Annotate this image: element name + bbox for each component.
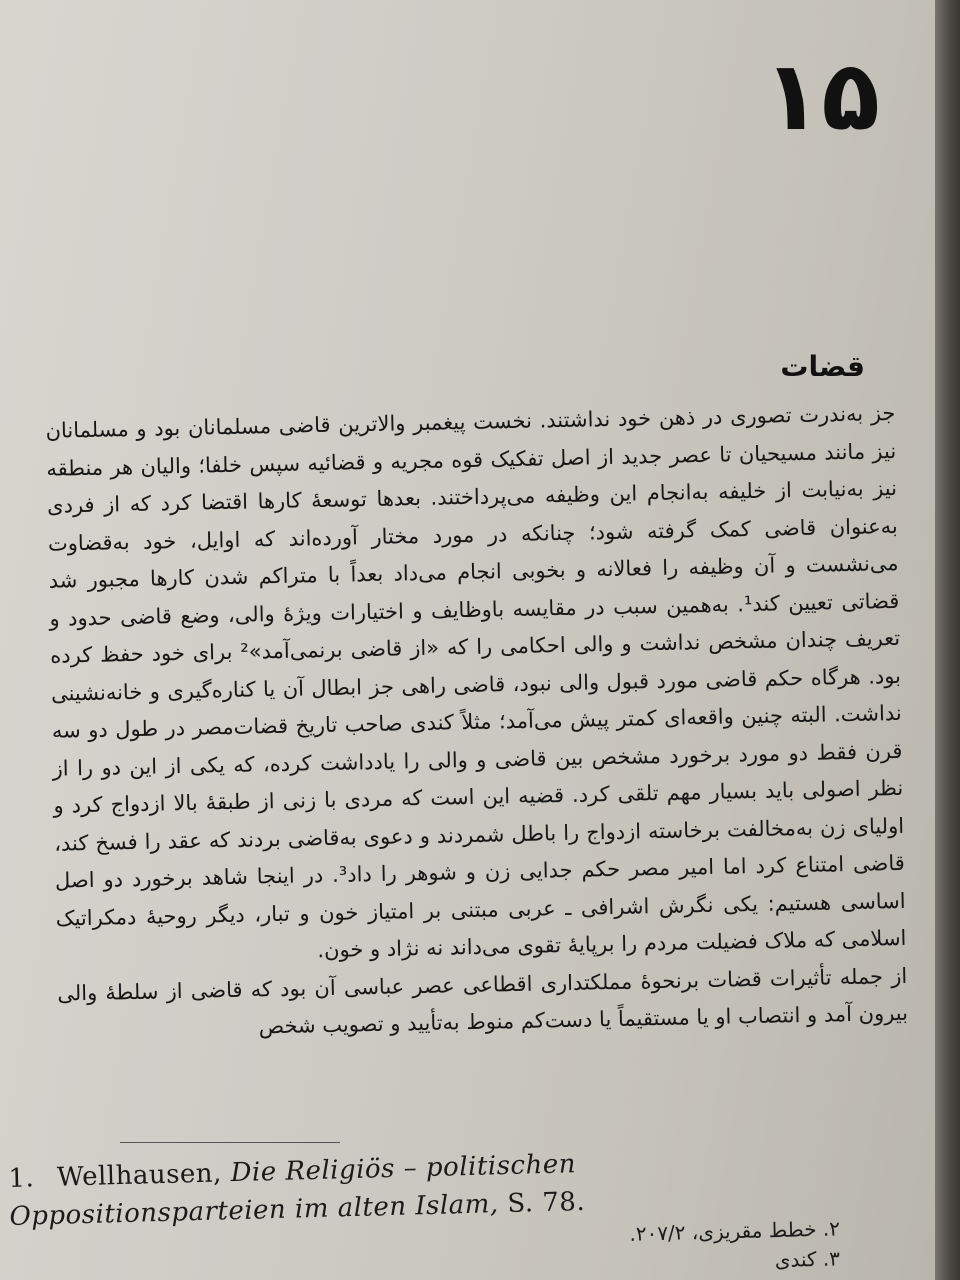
page-edge-shadow — [935, 0, 960, 1280]
footnote-author: Wellhausen, — [56, 1158, 223, 1193]
section-title: قضات — [780, 350, 865, 383]
chapter-number: ۱۵ — [762, 40, 880, 152]
footnote-3: ۳. کندی — [774, 1246, 841, 1273]
paragraph: جز به‌ندرت تصوری در ذهن خود نداشتند. نخست پیغمبر والاترین قاضی مسلمانان بود و مسلمانان نیز مانند مسیحیان تا عصر جدید از اصل تفکیک قوه مجریه و قضائیه سپس خلفا؛ والیان هر منطقه نیز به‌نیابت از خلیفه به‌انجام این وظیفه می‌پرداختند. بعدها توسعهٔ کارها اقتضا کرد که از فردی به‌عنوان قاضی کمک گرفته شود؛ چنانکه در مورد مختار آورده‌اند که اوایل، خود به‌قضاوت می‌نشست و آن وظیفه را فعالانه و بخوبی انجام می‌داد بعداً با متراکم شدن کارها مجبور شد قضاتی تعیین کند¹. به‌همین سبب در مقایسه باوظایف و اختیارات ویژهٔ والی، وضع قاضی حدود و تعریف چندان مشخص نداشت و والی احکامی را که «از قاضی برنمی‌آمد»² برای خود حفظ کرده بود. هرگاه حکم قاضی مورد قبول والی نبود، قاضی راهی جز ابطال آن یا کناره‌گیری و خانه‌نشینی نداشت. البته چنین واقعه‌ای کمتر پیش می‌آمد؛ مثلاً کندی صاحب تاریخ قضات‌مصر در طول دو سه قرن فقط دو مورد برخورد مشخص بین قاضی و والی را یادداشت کرده، که یکی از این دو را از نظر اصولی باید بسیار مهم تلقی کرد. قضیه این است که مردی با زنی از طبقهٔ بالا ازدواج کرد و اولیای زن به‌مخالفت برخاسته ازدواج را باطل شمردند و دعوی به‌قاضی بردند که عقد را فسخ کند، قاضی امتناع کرد اما امیر مصر حکم جدایی زن و شوهر را داد³. در اینجا شاهد برخورد دو اصل اساسی هستیم: یکی نگرش اشرافی ـ عربی مبتنی بر امتیاز خون و تبار، دیگر روحیهٔ دمکراتیک اسلامی که ملاک فضیلت مردم را برپایهٔ تقوی می‌داند نه نژاد و خون. — [45, 400, 907, 963]
footnote-work-title: Die Religiös – politischen Oppositionsparteien im alten Islam, — [9, 1149, 577, 1232]
footnote-page: S. 78. — [506, 1186, 586, 1219]
body-text — [45, 395, 908, 1050]
footnote-divider — [120, 1142, 340, 1143]
footnote-2: ۲. خطط مقریزی، ۲۰۷/۲. — [629, 1216, 841, 1246]
paragraph: از جمله تأثیرات قضات برنحوهٔ مملکتداری اقطاعی عصر عباسی آن بود که قاضی از سلطهٔ والی بیرون آمد و انتصاب او یا مستقیماً یا دست‌کم منوط به‌تأیید و تصویب شخص — [57, 963, 909, 1039]
footnote-number: 1. — [8, 1163, 35, 1194]
